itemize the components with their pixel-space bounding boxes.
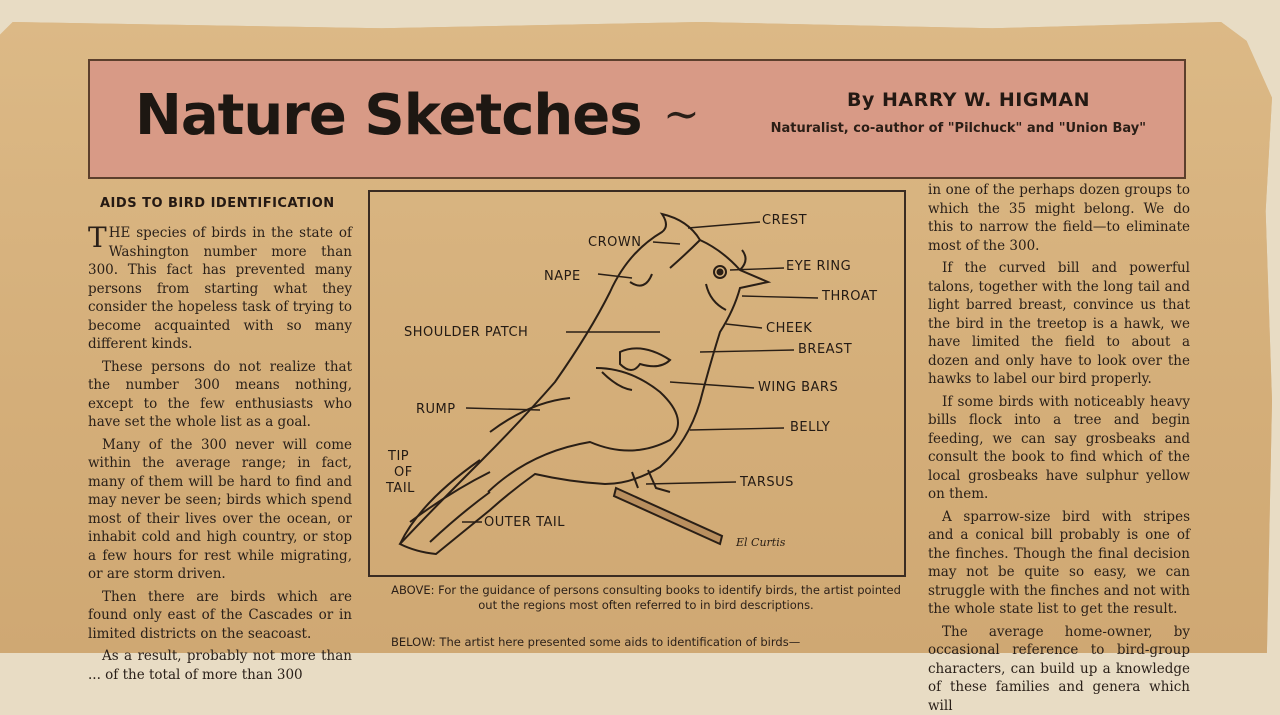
figure-caption: ABOVE: For the guidance of persons consulting books to identify birds, the artist pointed out the regions most often referred to in bird descriptions. [386,583,906,613]
paragraph: As a result, probably not more than ... of the total of more than 300 [88,647,352,684]
bird-diagram-frame [368,190,906,577]
label-crown: CROWN [588,235,641,250]
label-throat: THROAT [821,289,878,304]
label-cheek: CHEEK [766,321,812,336]
label-rump: RUMP [416,402,456,417]
paragraph: If the curved bill and powerful talons, together with the long tail and light barred breast, convince us that the bird in the treetop is a hawk, we have limited the field to about a dozen and only have to look over the hawks to label our bird properly. [928,259,1190,389]
bird-diagram [370,192,904,575]
bird-drawing [400,214,768,554]
label-wing-bars: WING BARS [758,380,838,395]
article-column-left [88,224,352,653]
artist-signature: El Curtis [735,536,786,549]
label-crest: CREST [762,213,807,228]
masthead-tilde: ~ [663,89,700,140]
label-nape: NAPE [544,269,581,284]
paragraph: These persons do not realize that the number 300 means nothing, except to the few enthusiasts who have set the whole list as a goal. [88,358,352,432]
label-tarsus: TARSUS [739,475,794,490]
figure-below-caption: BELOW: The artist here presented some aids to identification of birds— [391,635,911,653]
label-shoulder-patch: SHOULDER PATCH [404,325,528,340]
article-column-right [928,181,1190,653]
paragraph-text: HE species of birds in the state of Washington number more than 300. This fact has prevented many persons from starting what they consider the hopeless task of trying to become acquainted with so many different kinds. [88,225,352,352]
paragraph [88,224,352,354]
drop-cap: T [88,226,107,250]
label-belly: BELLY [790,420,830,435]
masthead-byline: By HARRY W. HIGMAN [847,89,1090,111]
masthead-banner [88,59,1186,179]
paragraph: Then there are birds which are found only east of the Cascades or in limited districts on the seacoast. [88,588,352,644]
label-eye-ring: EYE RING [786,259,851,274]
paragraph: in one of the perhaps dozen groups to which the 35 might belong. We do this to narrow the field—to eliminate most of the 300. [928,181,1190,255]
label-of: OF [394,465,413,480]
paragraph: A sparrow-size bird with stripes and a conical bill probably is one of the finches. Though the final decision may not be quite so easy, we can struggle with the finches and not with the whole state list to get the result. [928,508,1190,619]
paragraph: Many of the 300 never will come within the average range; in fact, many of them will be hard to find and may never be seen; birds which spend most of their lives over the ocean, or inhabit cold and high country, or stop a few hours for rest while migrating, or are storm driven. [88,436,352,584]
masthead-title: Nature Sketches [135,83,642,148]
paragraph: The average home-owner, by occasional reference to bird-group characters, can build up a knowledge of these families and genera which will [928,623,1190,715]
article-heading: AIDS TO BIRD IDENTIFICATION [100,196,335,211]
masthead-subline: Naturalist, co-author of "Pilchuck" and "Union Bay" [771,121,1146,136]
label-breast: BREAST [798,342,852,357]
label-tail: TAIL [385,481,415,496]
label-tip: TIP [387,449,409,464]
label-outer-tail: OUTER TAIL [484,515,565,530]
paragraph: If some birds with noticeably heavy bills flock into a tree and begin feeding, we can say grosbeaks and consult the book to find which of the local grosbeaks have sulphur yellow on them. [928,393,1190,504]
